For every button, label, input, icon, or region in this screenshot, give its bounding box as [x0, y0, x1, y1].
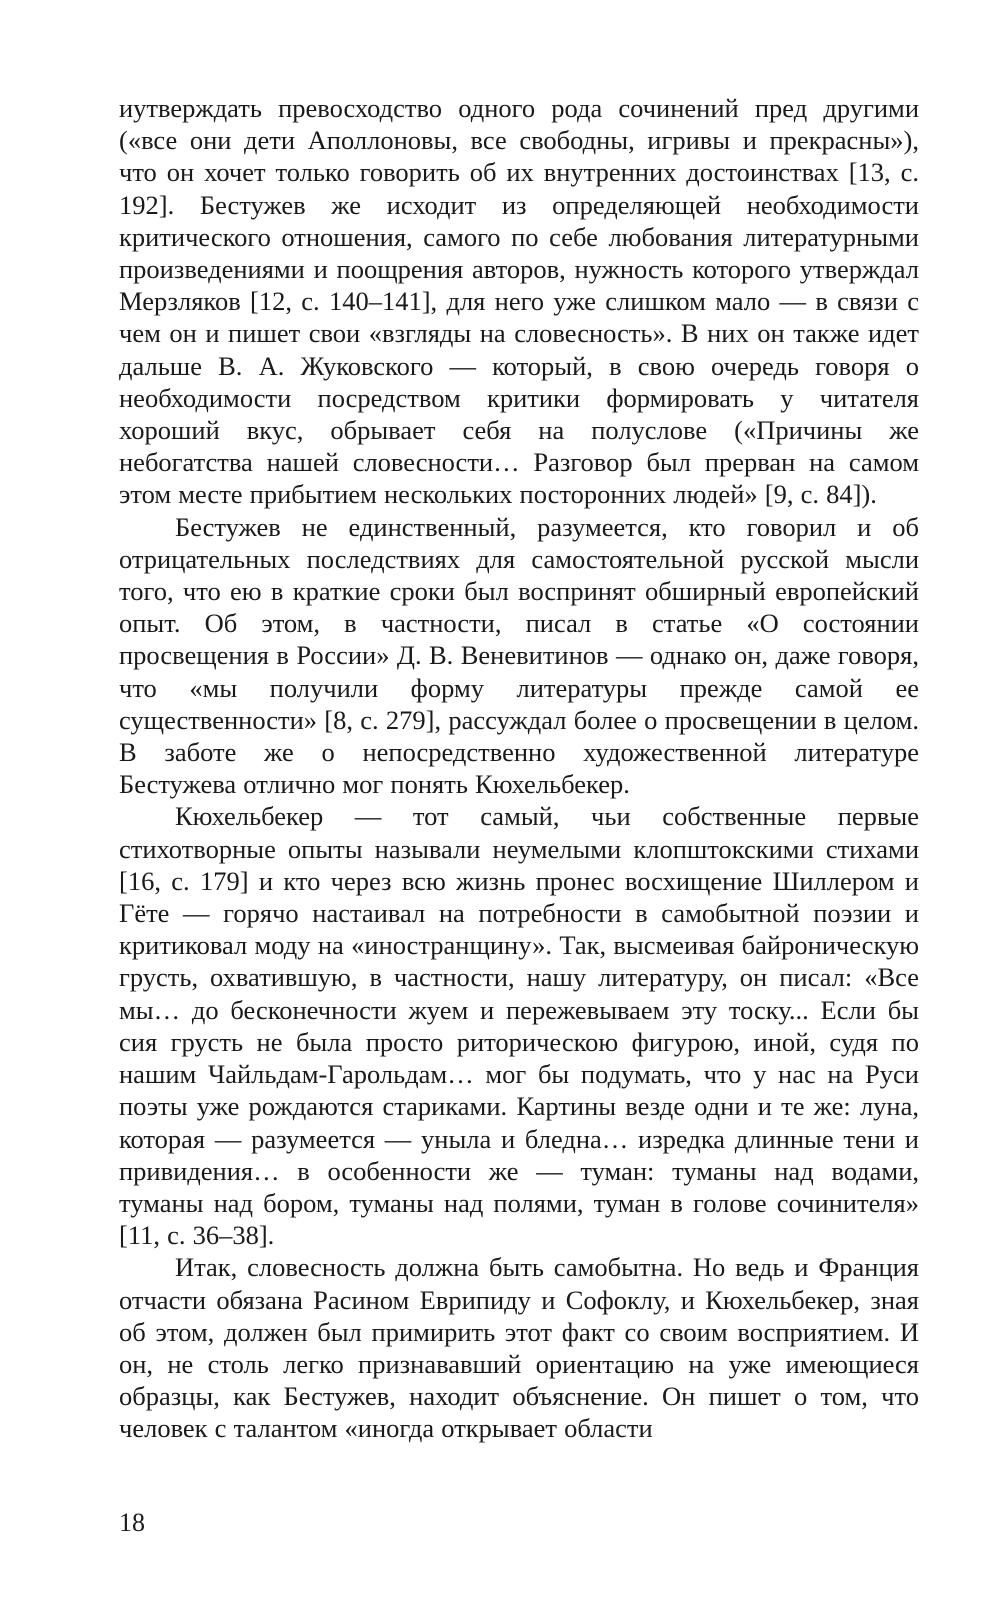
paragraph-1: иутверждать превосходство одного рода сочинений пред другими («все они дети Аполлоновы, все свободны, игривы и прекрасны»), что он хочет только говорить об их внутренних достоинствах [13, с. 192]. Бестужев же исходит из определяющей необходимости критического отношения, самого по себе любования литературными произведениями и поощрения авторов, нужность которого утверждал Мерзляков [12, с. 140–141], для него уже слишком мало — в связи с чем он и пишет свои «взгляды на словесность». В них он также идет дальше В. А. Жуковского — который, в свою очередь говоря о необходимости посредством критики формировать у читателя хороший вкус, обрывает себя на полуслове («Причины же небогатства нашей словесности… Разговор был прерван на самом этом месте прибытием нескольких посторонних людей» [9, с. 84]).: [119, 93, 919, 510]
paragraph-3: Кюхельбекер — тот самый, чьи собственные первые стихотворные опыты называли неумелыми клопштокскими стихами [16, с. 179] и кто через всю жизнь пронес восхищение Шиллером и Гёте — горячо настаивал на потребности в самобытной поэзии и критиковал моду на «иностранщину». Так, высмеивая байроническую грусть, охватившую, в частности, нашу литературу, он писал: «Все мы… до бесконечности жуем и пережевываем эту тоску... Если бы сия грусть не была просто риторическою фигурою, иной, судя по нашим Чайльдам-Гарольдам… мог бы подумать, что у нас на Руси поэты уже рождаются стариками. Картины везде одни и те же: луна, которая — разумеется — уныла и бледна… изредка длинные тени и привидения… в особенности же — туман: туманы над водами, туманы над бором, туманы над полями, туман в голове сочинителя» [11, с. 36–38].: [119, 801, 919, 1251]
page-number: 18: [119, 1508, 145, 1537]
body-text: [119, 92, 919, 1445]
paragraph-2: Бестужев не единственный, разумеется, кто говорил и об отрицательных последствиях для самостоятельной русской мысли того, что ею в краткие сроки был воспринят обширный европейский опыт. Об этом, в частности, писал в статье «О состоянии просвещения в России» Д. В. Веневитинов — однако он, даже говоря, что «мы получили форму литературы прежде самой ее существенности» [8, с. 279], рассуждал более о просвещении в целом. В заботе же о непосредственно художественной литературе Бестужева отлично мог понять Кюхельбекер.: [119, 511, 919, 800]
paragraph-4: Итак, словесность должна быть самобытна. Но ведь и Франция отчасти обязана Расином Еврипиду и Софоклу, и Кюхельбекер, зная об этом, должен был примирить этот факт со своим восприятием. И он, не столь легко признававший ориентацию на уже имеющиеся образцы, как Бестужев, находит объяснение. Он пишет о том, что человек с талантом «иногда открывает области: [119, 1252, 919, 1444]
